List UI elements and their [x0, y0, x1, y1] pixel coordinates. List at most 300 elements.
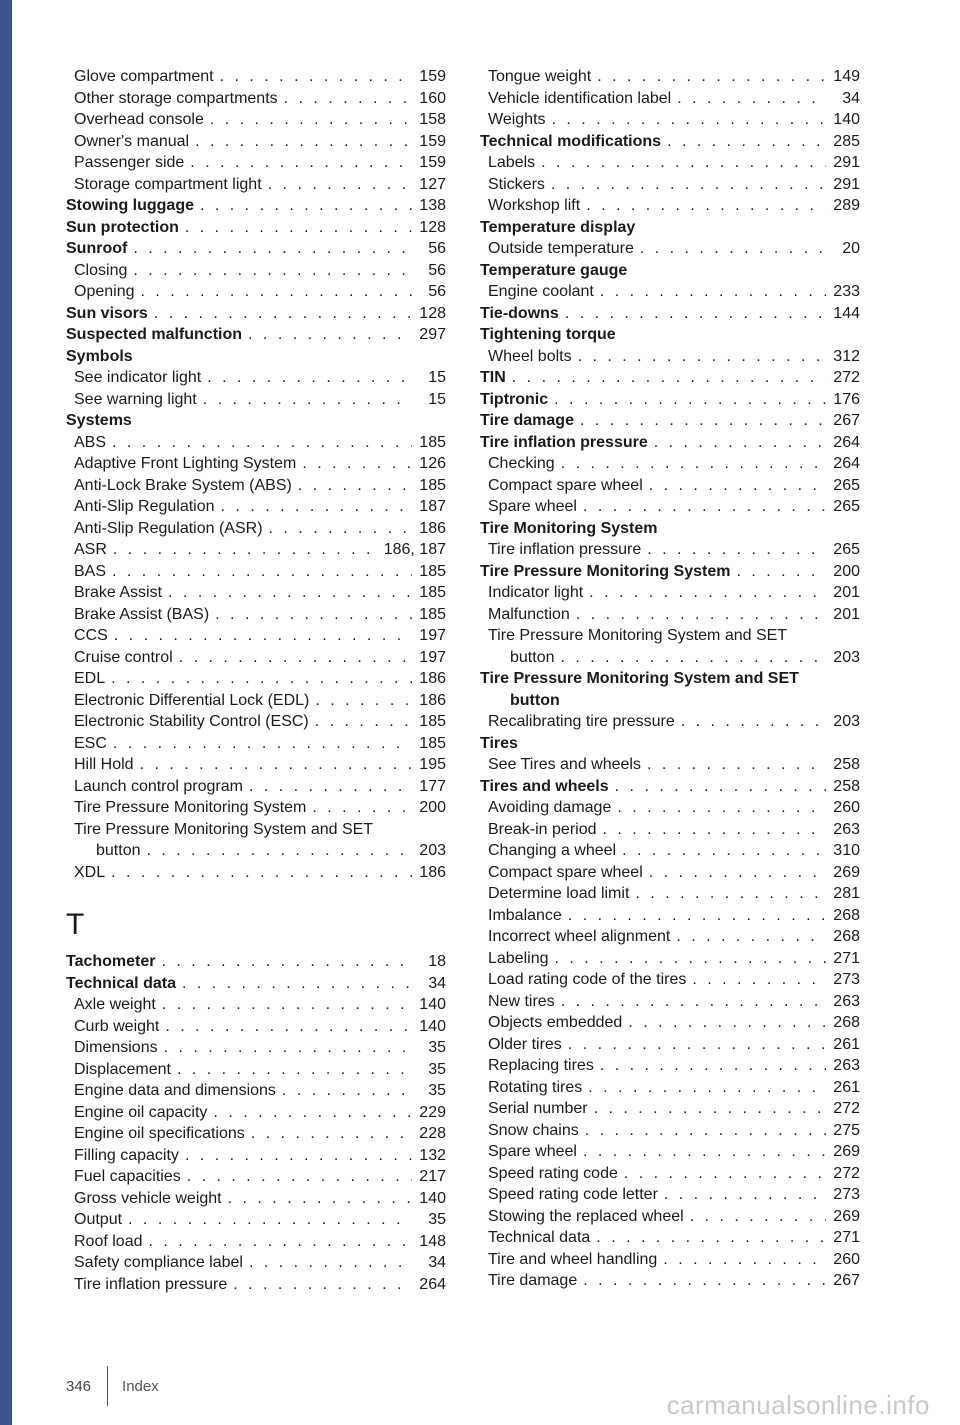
entry-term: Displacement — [74, 1060, 171, 1078]
entry-page-ref: 291 — [833, 154, 860, 171]
entry-page-ref: 56 — [428, 240, 446, 257]
entry-page-ref: 265 — [833, 541, 860, 558]
index-subentry — [66, 840, 446, 862]
entry-term: button — [510, 691, 560, 709]
entry-page-ref: 18 — [428, 953, 446, 970]
entry-term: Technical data — [66, 974, 176, 992]
index-subentry — [480, 647, 860, 669]
entry-page-ref: 291 — [833, 175, 860, 193]
dot-leader — [213, 1102, 412, 1124]
entry-term: Tires — [480, 734, 518, 752]
dot-leader — [580, 410, 826, 432]
entry-term: Filling capacity — [74, 1146, 179, 1164]
dot-leader — [583, 1141, 826, 1163]
entry-term: Older tires — [488, 1035, 562, 1053]
index-subentry — [480, 475, 860, 497]
entry-page-ref: 128 — [419, 304, 446, 322]
index-subentry — [66, 1209, 446, 1231]
entry-page-ref: 185 — [419, 433, 446, 451]
entry-page-ref: 228 — [419, 1125, 446, 1142]
entry-page-ref: 273 — [833, 971, 860, 988]
dot-leader — [221, 496, 412, 518]
dot-leader — [647, 754, 826, 776]
entry-term: Brake Assist — [74, 584, 163, 601]
dot-leader — [541, 152, 826, 174]
dot-leader — [164, 1037, 412, 1059]
index-subentry — [66, 668, 446, 690]
entry-page-ref: 34 — [428, 974, 446, 992]
entry-term: Indicator light — [488, 584, 584, 601]
entry-term: Technical modifications — [480, 132, 662, 150]
index-entry — [480, 303, 860, 325]
dot-leader — [149, 1231, 413, 1253]
entry-page-ref: 285 — [833, 132, 860, 150]
entry-term: Checking — [488, 455, 555, 472]
index-subentry — [480, 862, 860, 884]
dot-leader — [162, 951, 412, 973]
index-subentry — [66, 260, 446, 282]
entry-page-ref: 128 — [419, 218, 446, 236]
index-subentry — [66, 152, 446, 174]
dot-leader — [133, 260, 412, 282]
entry-page-ref: 200 — [833, 562, 860, 580]
entry-page-ref: 149 — [833, 68, 860, 85]
entry-term: Tire Monitoring System — [480, 519, 658, 537]
index-subentry — [66, 994, 446, 1016]
index-entry — [480, 217, 860, 239]
index-subentry — [66, 625, 446, 647]
entry-page-ref: 159 — [419, 132, 446, 150]
entry-term: Tire inflation pressure — [488, 541, 642, 558]
entry-page-ref: 195 — [419, 756, 446, 773]
entry-page-ref: 264 — [419, 1275, 446, 1293]
index-entry — [480, 389, 860, 411]
dot-leader — [568, 1034, 826, 1056]
index-subentry — [66, 1166, 446, 1188]
dot-leader — [302, 453, 412, 475]
dot-leader — [112, 561, 412, 583]
index-entry — [66, 324, 446, 346]
entry-page-ref: 15 — [428, 390, 446, 408]
entry-term: Tire damage — [480, 412, 574, 429]
entry-page-ref: 264 — [833, 455, 860, 472]
section-label: Index — [122, 1377, 159, 1395]
entry-page-ref: 269 — [833, 1207, 860, 1225]
dot-leader — [177, 1059, 412, 1081]
entry-term: Axle weight — [74, 996, 156, 1013]
index-entry — [66, 195, 446, 217]
entry-page-ref: 268 — [833, 1014, 860, 1031]
entry-page-ref: 185 — [419, 562, 446, 580]
entry-page-ref: 144 — [833, 304, 860, 322]
entry-term: Tire inflation pressure — [74, 1275, 228, 1293]
index-entry — [480, 410, 860, 432]
index-subentry — [480, 582, 860, 604]
index-subentry — [66, 1123, 446, 1145]
entry-page-ref: 35 — [428, 1039, 446, 1056]
entry-term: Rotating tires — [488, 1078, 583, 1096]
dot-leader — [560, 647, 826, 669]
entry-term: Opening — [74, 283, 135, 300]
page-footer — [66, 1374, 159, 1398]
dot-leader — [315, 690, 412, 712]
index-subentry — [66, 367, 446, 389]
dot-leader — [179, 647, 412, 669]
entry-term: Tire Pressure Monitoring System and SET — [488, 627, 788, 644]
index-subentry — [480, 346, 860, 368]
entry-term: Recalibrating tire pressure — [488, 713, 675, 730]
index-subentry — [480, 1270, 860, 1292]
entry-term: Replacing tires — [488, 1057, 594, 1074]
entry-page-ref: 269 — [833, 863, 860, 881]
dot-leader — [182, 973, 412, 995]
dot-leader — [185, 1145, 412, 1167]
index-entry — [480, 733, 860, 755]
entry-page-ref: 275 — [833, 1121, 860, 1139]
index-subentry — [66, 690, 446, 712]
dot-leader — [249, 1252, 412, 1274]
index-entry — [480, 324, 860, 346]
dot-leader — [154, 303, 412, 325]
index-subentry — [480, 969, 860, 991]
entry-term: Roof load — [74, 1232, 143, 1250]
entry-page-ref: 203 — [419, 842, 446, 859]
entry-term: Engine data and dimensions — [74, 1082, 276, 1099]
index-subentry — [66, 1102, 446, 1124]
index-entry — [480, 260, 860, 282]
entry-page-ref: 197 — [419, 627, 446, 644]
entry-term: Labeling — [488, 949, 549, 967]
entry-term: Labels — [488, 154, 536, 171]
dot-leader — [113, 539, 378, 561]
index-letter-heading: T — [66, 908, 85, 941]
entry-page-ref: 271 — [833, 1229, 860, 1246]
dot-leader — [555, 948, 827, 970]
entry-term: See Tires and wheels — [488, 756, 641, 773]
index-subentry — [66, 754, 446, 776]
entry-term: Sun visors — [66, 304, 148, 322]
entry-term: Tire Pressure Monitoring System — [74, 799, 307, 816]
index-subentry — [66, 389, 446, 411]
entry-term: See indicator light — [74, 369, 202, 386]
index-subentry — [480, 1227, 860, 1249]
entry-term: Passenger side — [74, 154, 185, 171]
index-subentry — [480, 711, 860, 733]
entry-term: Anti-Lock Brake System (ABS) — [74, 476, 292, 494]
dot-leader — [578, 346, 826, 368]
entry-page-ref: 185 — [419, 713, 446, 730]
dot-leader — [552, 109, 826, 131]
entry-page-ref: 34 — [842, 89, 860, 107]
entry-term: Tire and wheel handling — [488, 1250, 658, 1268]
entry-page-ref: 312 — [833, 347, 860, 365]
index-subentry — [66, 496, 446, 518]
entry-term: ASR — [74, 541, 107, 558]
dot-leader — [600, 281, 826, 303]
entry-term: Output — [74, 1211, 123, 1228]
entry-page-ref: 186 — [419, 691, 446, 709]
index-subentry — [66, 647, 446, 669]
entry-term: Speed rating code letter — [488, 1186, 658, 1203]
entry-term: Glove compartment — [74, 68, 214, 85]
entry-term: Tire Pressure Monitoring System — [480, 562, 731, 580]
entry-page-ref: 158 — [419, 111, 446, 128]
dot-leader — [207, 367, 412, 389]
entry-page-ref: 272 — [833, 369, 860, 386]
entry-page-ref: 201 — [833, 584, 860, 601]
entry-term: Weights — [488, 111, 546, 128]
entry-page-ref: 272 — [833, 1164, 860, 1182]
watermark: carmanualsonline.info — [666, 1390, 930, 1420]
dot-leader — [586, 195, 826, 217]
index-subentry — [480, 195, 860, 217]
index-subentry — [66, 174, 446, 196]
index-subentry — [480, 1206, 860, 1228]
entry-page-ref: 310 — [833, 842, 860, 859]
entry-page-ref: 185 — [419, 584, 446, 601]
index-subentry — [480, 1163, 860, 1185]
entry-term: Tire inflation pressure — [480, 433, 648, 451]
index-subentry — [66, 281, 446, 303]
index-entry — [66, 951, 446, 973]
entry-term: Avoiding damage — [488, 799, 612, 816]
entry-page-ref: 258 — [833, 756, 860, 773]
entry-term: Cruise control — [74, 648, 173, 666]
index-subentry — [480, 1184, 860, 1206]
dot-leader — [551, 174, 826, 196]
entry-page-ref: 138 — [419, 197, 446, 214]
index-entry — [66, 303, 446, 325]
dot-leader — [269, 518, 412, 540]
dot-leader — [512, 367, 826, 389]
dot-leader — [589, 582, 826, 604]
entry-page-ref: 264 — [833, 433, 860, 451]
index-entry — [480, 432, 860, 454]
index-subentry — [66, 776, 446, 798]
dot-leader — [649, 862, 826, 884]
entry-page-ref: 233 — [833, 283, 860, 300]
entry-page-ref: 203 — [833, 648, 860, 666]
dot-leader — [628, 1012, 826, 1034]
entry-term: Spare wheel — [488, 498, 577, 515]
entry-term: Tiptronic — [480, 390, 549, 408]
index-subentry — [480, 174, 860, 196]
entry-term: Curb weight — [74, 1017, 160, 1035]
edge-stripe — [0, 0, 12, 1425]
index-entry — [480, 668, 860, 690]
index-subentry — [480, 109, 860, 131]
entry-page-ref: 186, 187 — [383, 541, 446, 558]
entry-term: Determine load limit — [488, 885, 630, 902]
dot-leader — [146, 840, 412, 862]
dot-leader — [647, 539, 826, 561]
entry-page-ref: 263 — [833, 1057, 860, 1074]
entry-term: Engine oil capacity — [74, 1103, 208, 1121]
entry-term: Electronic Differential Lock (EDL) — [74, 691, 310, 709]
dot-leader — [690, 1206, 826, 1228]
entry-page-ref: 15 — [428, 369, 446, 386]
dot-leader — [203, 389, 412, 411]
index-subentry — [480, 1120, 860, 1142]
dot-leader — [215, 604, 412, 626]
entry-term: Break-in period — [488, 820, 597, 838]
index-subentry — [66, 539, 446, 561]
entry-term: Outside temperature — [488, 240, 634, 257]
index-entry — [66, 217, 446, 239]
dot-leader — [315, 711, 412, 733]
entry-term: Closing — [74, 261, 128, 279]
entry-term: Anti-Slip Regulation — [74, 498, 215, 515]
index-subentry — [480, 238, 860, 260]
entry-page-ref: 20 — [842, 240, 860, 257]
dot-leader — [195, 131, 412, 153]
dot-leader — [113, 733, 412, 755]
entry-page-ref: 268 — [833, 906, 860, 924]
index-subentry — [480, 281, 860, 303]
dot-leader — [220, 66, 412, 88]
entry-term: Workshop lift — [488, 197, 581, 214]
index-subentry — [66, 797, 446, 819]
entry-page-ref: 176 — [833, 390, 860, 408]
entry-term: Suspected malfunction — [66, 326, 243, 343]
entry-term: Symbols — [66, 347, 133, 365]
entry-page-ref: 267 — [833, 1272, 860, 1289]
entry-page-ref: 132 — [419, 1146, 446, 1164]
dot-leader — [141, 281, 413, 303]
entry-page-ref: 56 — [428, 283, 446, 300]
entry-page-ref: 217 — [419, 1168, 446, 1185]
index-subentry — [480, 1055, 860, 1077]
index-subentry — [480, 539, 860, 561]
index-subentry — [66, 1037, 446, 1059]
entry-page-ref: 197 — [419, 648, 446, 666]
index-entry — [480, 561, 860, 583]
entry-term: Tachometer — [66, 953, 156, 970]
entry-page-ref: 258 — [833, 777, 860, 795]
entry-term: Stowing luggage — [66, 197, 194, 214]
entry-term: Safety compliance label — [74, 1254, 243, 1271]
entry-term: Temperature display — [480, 218, 636, 236]
index-subentry — [480, 926, 860, 948]
index-subentry — [480, 948, 860, 970]
entry-term: Systems — [66, 412, 132, 429]
entry-term: Vehicle identification label — [488, 89, 672, 107]
dot-leader — [576, 604, 826, 626]
dot-leader — [312, 797, 412, 819]
dot-leader — [282, 1080, 412, 1102]
dot-leader — [114, 625, 412, 647]
dot-leader — [168, 582, 412, 604]
entry-term: Speed rating code — [488, 1164, 618, 1182]
index-entry — [66, 410, 446, 432]
entry-page-ref: 140 — [419, 1017, 446, 1035]
entry-page-ref: 269 — [833, 1143, 860, 1160]
index-subentry — [66, 561, 446, 583]
entry-page-ref: 263 — [833, 820, 860, 838]
entry-page-ref: 56 — [428, 261, 446, 279]
index-subentry — [480, 453, 860, 475]
entry-term: button — [96, 842, 141, 859]
dot-leader — [200, 195, 412, 217]
entry-term: Snow chains — [488, 1121, 579, 1139]
entry-page-ref: 281 — [833, 885, 860, 902]
dot-leader — [190, 152, 412, 174]
entry-term: Compact spare wheel — [488, 476, 643, 494]
entry-term: Sun protection — [66, 218, 179, 236]
entry-term: Load rating code of the tires — [488, 971, 687, 988]
dot-leader — [111, 668, 412, 690]
entry-term: Adaptive Front Lighting System — [74, 455, 297, 472]
index-subentry — [66, 109, 446, 131]
dot-leader — [128, 1209, 412, 1231]
dot-leader — [568, 905, 826, 927]
index-subentry — [66, 711, 446, 733]
dot-leader — [561, 453, 826, 475]
dot-leader — [210, 109, 412, 131]
index-subentry — [66, 604, 446, 626]
entry-page-ref: 185 — [419, 734, 446, 752]
entry-term: TIN — [480, 369, 506, 386]
entry-term: Engine oil specifications — [74, 1125, 245, 1142]
entry-page-ref: 260 — [833, 799, 860, 816]
index-subentry — [480, 152, 860, 174]
index-subentry — [480, 1034, 860, 1056]
entry-page-ref: 271 — [833, 949, 860, 967]
dot-leader — [585, 1120, 826, 1142]
dot-leader — [111, 862, 412, 884]
index-subentry — [480, 625, 860, 647]
entry-term: See warning light — [74, 390, 197, 408]
index-entry — [480, 518, 860, 540]
index-entry — [66, 238, 446, 260]
index-subentry — [480, 991, 860, 1013]
dot-leader — [554, 389, 826, 411]
dot-leader — [187, 1166, 412, 1188]
entry-page-ref: 263 — [833, 992, 860, 1010]
entry-term: Dimensions — [74, 1039, 158, 1056]
dot-leader — [248, 324, 412, 346]
index-subentry — [480, 1098, 860, 1120]
entry-term: Fuel capacities — [74, 1168, 181, 1185]
dot-leader — [622, 840, 826, 862]
index-subentry — [480, 1012, 860, 1034]
dot-leader — [676, 926, 826, 948]
entry-page-ref: 261 — [833, 1035, 860, 1053]
entry-page-ref: 126 — [419, 455, 446, 472]
entry-term: Tire Pressure Monitoring System and SET — [480, 670, 799, 687]
entry-page-ref: 35 — [428, 1082, 446, 1099]
entry-term: Wheel bolts — [488, 347, 572, 365]
entry-term: ABS — [74, 433, 107, 451]
dot-leader — [112, 432, 412, 454]
entry-term: Objects embedded — [488, 1014, 623, 1031]
entry-term: Owner's manual — [74, 132, 190, 150]
entry-page-ref: 265 — [833, 498, 860, 515]
index-subentry — [66, 88, 446, 110]
entry-page-ref: 273 — [833, 1186, 860, 1203]
entry-term: Hill Hold — [74, 756, 134, 773]
entry-page-ref: 229 — [419, 1103, 446, 1121]
dot-leader — [649, 475, 826, 497]
dot-leader — [133, 238, 412, 260]
dot-leader — [597, 66, 826, 88]
entry-term: Changing a wheel — [488, 842, 617, 859]
dot-leader — [583, 496, 826, 518]
entry-term: Temperature gauge — [480, 261, 628, 279]
index-subentry — [66, 582, 446, 604]
dot-leader — [692, 969, 826, 991]
index-subentry — [480, 840, 860, 862]
